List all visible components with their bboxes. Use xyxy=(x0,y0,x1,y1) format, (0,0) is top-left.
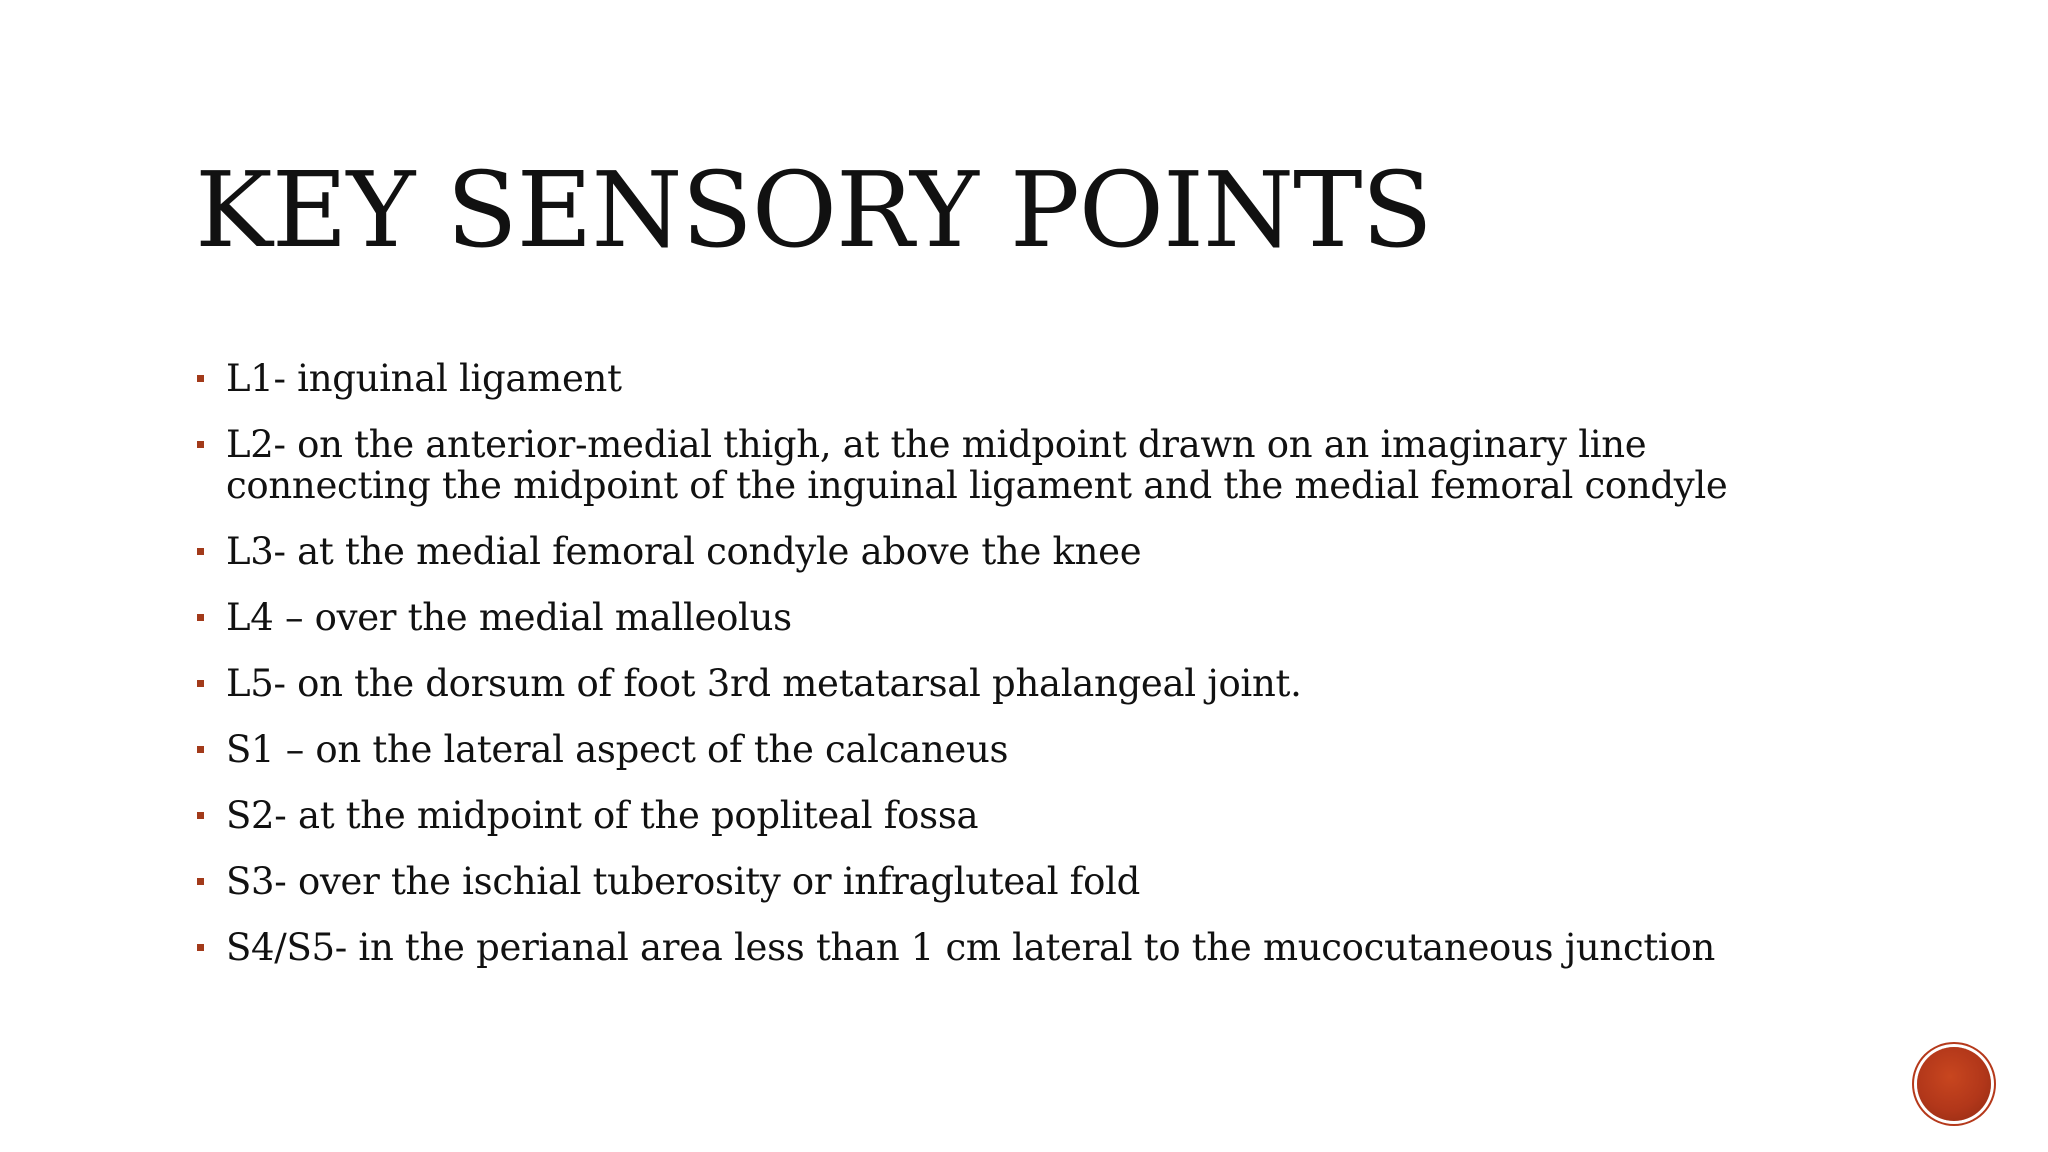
square-bullet-icon xyxy=(197,812,204,819)
bullet-text: L3- at the medial femoral condyle above the knee xyxy=(226,530,1142,573)
bullet-text: L5- on the dorsum of foot 3rd metatarsal phalangeal joint. xyxy=(226,662,1302,705)
square-bullet-icon xyxy=(197,614,204,621)
bullet-item-l2 xyxy=(195,424,1855,506)
square-bullet-icon xyxy=(197,746,204,753)
bullet-text: L1- inguinal ligament xyxy=(226,357,622,400)
decorative-circle-icon xyxy=(1917,1047,1991,1121)
bullet-item-l1 xyxy=(195,358,1855,399)
bullet-text: S2- at the midpoint of the popliteal fossa xyxy=(226,794,979,837)
bullet-item-s3 xyxy=(195,861,1855,902)
bullet-item-s1 xyxy=(195,729,1855,770)
bullet-text: S3- over the ischial tuberosity or infragluteal fold xyxy=(226,860,1140,903)
bullet-item-s2 xyxy=(195,795,1855,836)
bullet-text: L2- on the anterior-medial thigh, at the midpoint drawn on an imaginary line connecting the midpoint of the inguinal ligament and the medial femoral condyle xyxy=(226,423,1728,507)
square-bullet-icon xyxy=(197,441,204,448)
bullet-list xyxy=(195,358,1855,993)
square-bullet-icon xyxy=(197,680,204,687)
bullet-text: S1 – on the lateral aspect of the calcaneus xyxy=(226,728,1009,771)
bullet-item-l3 xyxy=(195,531,1855,572)
bullet-text: S4/S5- in the perianal area less than 1 cm lateral to the mucocutaneous junction xyxy=(226,926,1715,969)
bullet-item-l5 xyxy=(195,663,1855,704)
bullet-item-l4 xyxy=(195,597,1855,638)
square-bullet-icon xyxy=(197,548,204,555)
square-bullet-icon xyxy=(197,944,204,951)
square-bullet-icon xyxy=(197,375,204,382)
square-bullet-icon xyxy=(197,878,204,885)
slide-title: KEY SENSORY POINTS xyxy=(195,149,1432,271)
bullet-text: L4 – over the medial malleolus xyxy=(226,596,792,639)
bullet-item-s4-s5 xyxy=(195,927,1855,968)
